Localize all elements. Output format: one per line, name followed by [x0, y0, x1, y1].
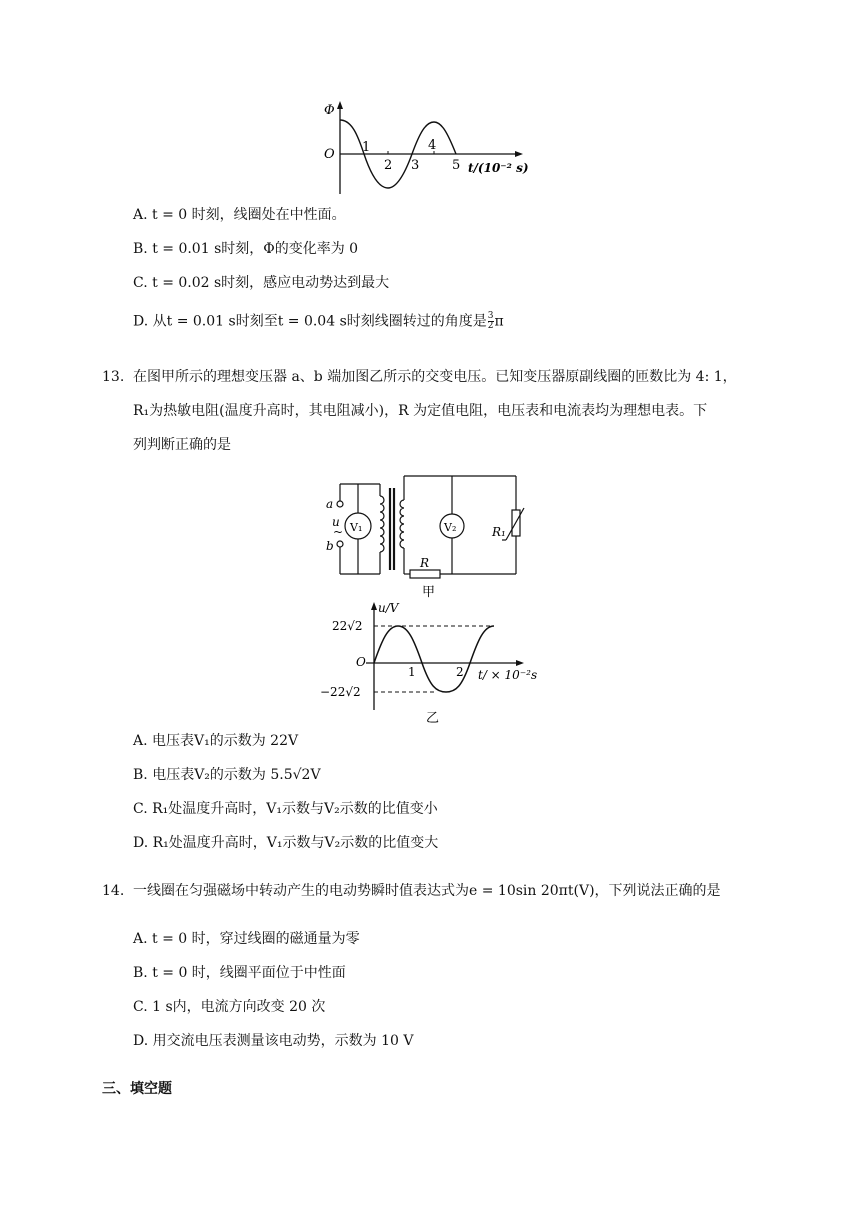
fig1-tick-5: 5 — [452, 158, 461, 173]
terminal-b: b — [326, 539, 334, 553]
fig1-y-label: Φ — [324, 103, 335, 118]
flux-time-graph — [318, 96, 533, 200]
q12-option-d-text: D. 从t = 0.01 s时刻至t = 0.04 s时刻线圈转过的角度是 — [133, 313, 487, 330]
fig1-tick-3: 3 — [411, 158, 420, 173]
circuit-caption: 甲 — [422, 585, 436, 600]
voltage-time-graph — [318, 598, 578, 726]
pi-symbol: π — [494, 313, 504, 330]
fraction-numerator: 3 — [487, 311, 494, 321]
fig1-x-label: t/(10⁻² s) — [468, 161, 529, 175]
voltmeter-v2: V₂ — [444, 521, 457, 534]
graph-caption: 乙 — [426, 711, 440, 726]
voltmeter-v1: V₁ — [350, 521, 363, 534]
q13-option-d: D. R₁处温度升高时，V₁示数与V₂示数的比值变大 — [133, 835, 439, 851]
fig1-tick-4: 4 — [428, 138, 437, 153]
q12-option-b: B. t = 0.01 s时刻，Φ的变化率为 0 — [133, 241, 359, 257]
q14-option-b: B. t = 0 时，线圈平面位于中性面 — [133, 965, 346, 981]
q13-number: 13. — [102, 369, 125, 385]
q13-option-a: A. 电压表V₁的示数为 22V — [133, 733, 299, 749]
graph-tick-1: 1 — [408, 665, 416, 679]
q14-option-a: A. t = 0 时，穿过线圈的磁通量为零 — [133, 931, 360, 947]
q13-option-b: B. 电压表V₂的示数为 5.5√2V — [133, 767, 321, 783]
q13-stem-line1: 在图甲所示的理想变压器 a、b 端加图乙所示的交变电压。已知变压器原副线圈的匝数比为 4: 1， — [133, 369, 737, 385]
fraction-denominator: 2 — [487, 321, 494, 331]
q12-option-a: A. t = 0 时刻，线圈处在中性面。 — [133, 207, 346, 223]
resistor-r: R — [420, 556, 430, 570]
graph-y-label: u/V — [378, 601, 399, 615]
q14-stem: 一线圈在匀强磁场中转动产生的电动势瞬时值表达式为e = 10sin 20πt(V)，下列说法正确的是 — [133, 883, 721, 899]
source-tilde: ~ — [333, 525, 344, 539]
q14-option-c: C. 1 s内，电流方向改变 20 次 — [133, 999, 326, 1015]
terminal-a: a — [326, 497, 334, 511]
graph-x-label: t/ × 10⁻²s — [478, 668, 538, 682]
graph-origin: O — [356, 655, 366, 669]
q13-stem-line2: R₁为热敏电阻(温度升高时，其电阻减小)，R 为定值电阻，电压表和电流表均为理想电表。下 — [133, 403, 708, 419]
fraction-3-2 — [488, 312, 494, 331]
section-heading-fill-in: 三、填空题 — [102, 1081, 172, 1097]
fig1-tick-1: 1 — [362, 140, 371, 155]
source-u: u — [332, 515, 340, 529]
graph-tick-2: 2 — [456, 665, 464, 679]
thermistor-r1: R₁ — [492, 525, 506, 539]
q12-option-c: C. t = 0.02 s时刻，感应电动势达到最大 — [133, 275, 390, 291]
graph-max-label: 22√2 — [332, 619, 363, 633]
fig1-tick-2: 2 — [384, 158, 393, 173]
q14-number: 14. — [102, 883, 125, 899]
transformer-circuit — [318, 470, 528, 600]
q14-option-d: D. 用交流电压表测量该电动势，示数为 10 V — [133, 1033, 414, 1049]
fig1-origin: O — [324, 147, 335, 162]
graph-min-label: −22√2 — [320, 685, 361, 699]
q12-option-d — [133, 312, 504, 331]
q13-option-c: C. R₁处温度升高时，V₁示数与V₂示数的比值变小 — [133, 801, 438, 817]
q13-stem-line3: 列判断正确的是 — [133, 437, 231, 453]
